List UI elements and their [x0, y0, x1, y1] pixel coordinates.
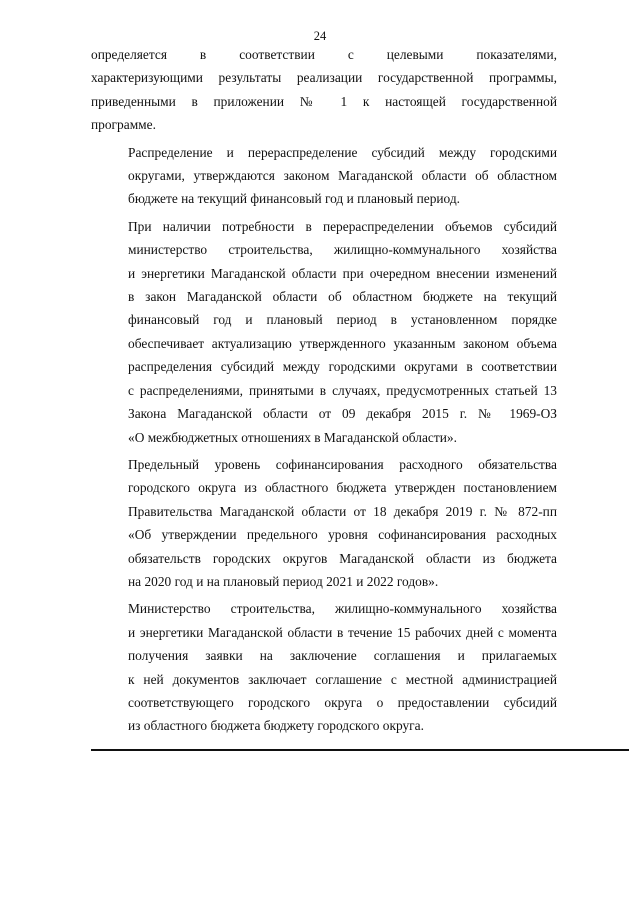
text-line: обязательств городских округов Магаданской области из бюджета [128, 550, 557, 566]
text-line: Предельный уровень софинансирования расходного обязательства [128, 456, 557, 472]
text-line: получения заявки на заключение соглашения и прилагаемых [128, 648, 557, 664]
text-line: финансовый год и плановый период в установленном порядке [128, 312, 557, 328]
text-line: Закона Магаданской области от 09 декабря 2015 г. № 1969-ОЗ [128, 406, 557, 422]
text-line: распределения субсидий между городскими округами в соответствии [128, 359, 557, 375]
text-line: к ней документов заключает соглашение с местной администрацией [128, 671, 557, 687]
text-line: определяется в соответствии с целевыми показателями, [91, 47, 557, 62]
paragraph-3 [91, 215, 557, 449]
paragraph-1 [91, 43, 557, 137]
text-line: городского округа из областного бюджета утвержден постановлением [128, 480, 557, 496]
paragraph-4 [91, 453, 557, 593]
text-line: и энергетики Магаданской области в течение 15 рабочих дней с момента [128, 624, 557, 640]
text-line: соответствующего городского округа о предоставлении субсидий [128, 694, 557, 710]
text-line: Министерство строительства, жилищно-коммунального хозяйства [128, 601, 557, 617]
text-line: приведенными в приложении № 1 к настоящей государственной [91, 93, 557, 109]
text-line: округами, утверждаются законом Магаданской области об областном [128, 168, 557, 184]
text-line: на 2020 год и на плановый период 2021 и 2022 годов». [128, 573, 439, 589]
horizontal-rule [91, 749, 629, 751]
paragraph-2 [91, 141, 557, 211]
text-line: «Об утверждении предельного уровня софинансирования расходных [128, 527, 557, 543]
text-line: Распределение и перераспределение субсидий между городскими [128, 144, 557, 160]
text-line: бюджете на текущий финансовый год и плановый период. [128, 191, 461, 207]
text-line: в закон Магаданской области об областном бюджете на текущий [128, 289, 557, 305]
text-line: «О межбюджетных отношениях в Магаданской области». [128, 429, 457, 445]
text-line: министерство строительства, жилищно-коммунального хозяйства [128, 242, 557, 258]
text-line: характеризующими результаты реализации государственной программы, [91, 70, 557, 86]
text-line: и энергетики Магаданской области при очередном внесении изменений [128, 265, 557, 281]
text-line: Правительства Магаданской области от 18 декабря 2019 г. № 872-пп [128, 503, 557, 519]
paragraph-5 [91, 597, 557, 737]
text-line: При наличии потребности в перераспределении объемов субсидий [128, 218, 557, 234]
text-line: с распределениями, принятыми в случаях, предусмотренных статьей 13 [128, 382, 557, 398]
document-body [91, 43, 557, 742]
page-number: 24 [313, 29, 327, 43]
text-line: из областного бюджета бюджету городского округа. [128, 718, 424, 734]
text-line: обеспечивает актуализацию утвержденного указанным законом объема [128, 335, 557, 351]
text-line: программе. [91, 117, 156, 133]
